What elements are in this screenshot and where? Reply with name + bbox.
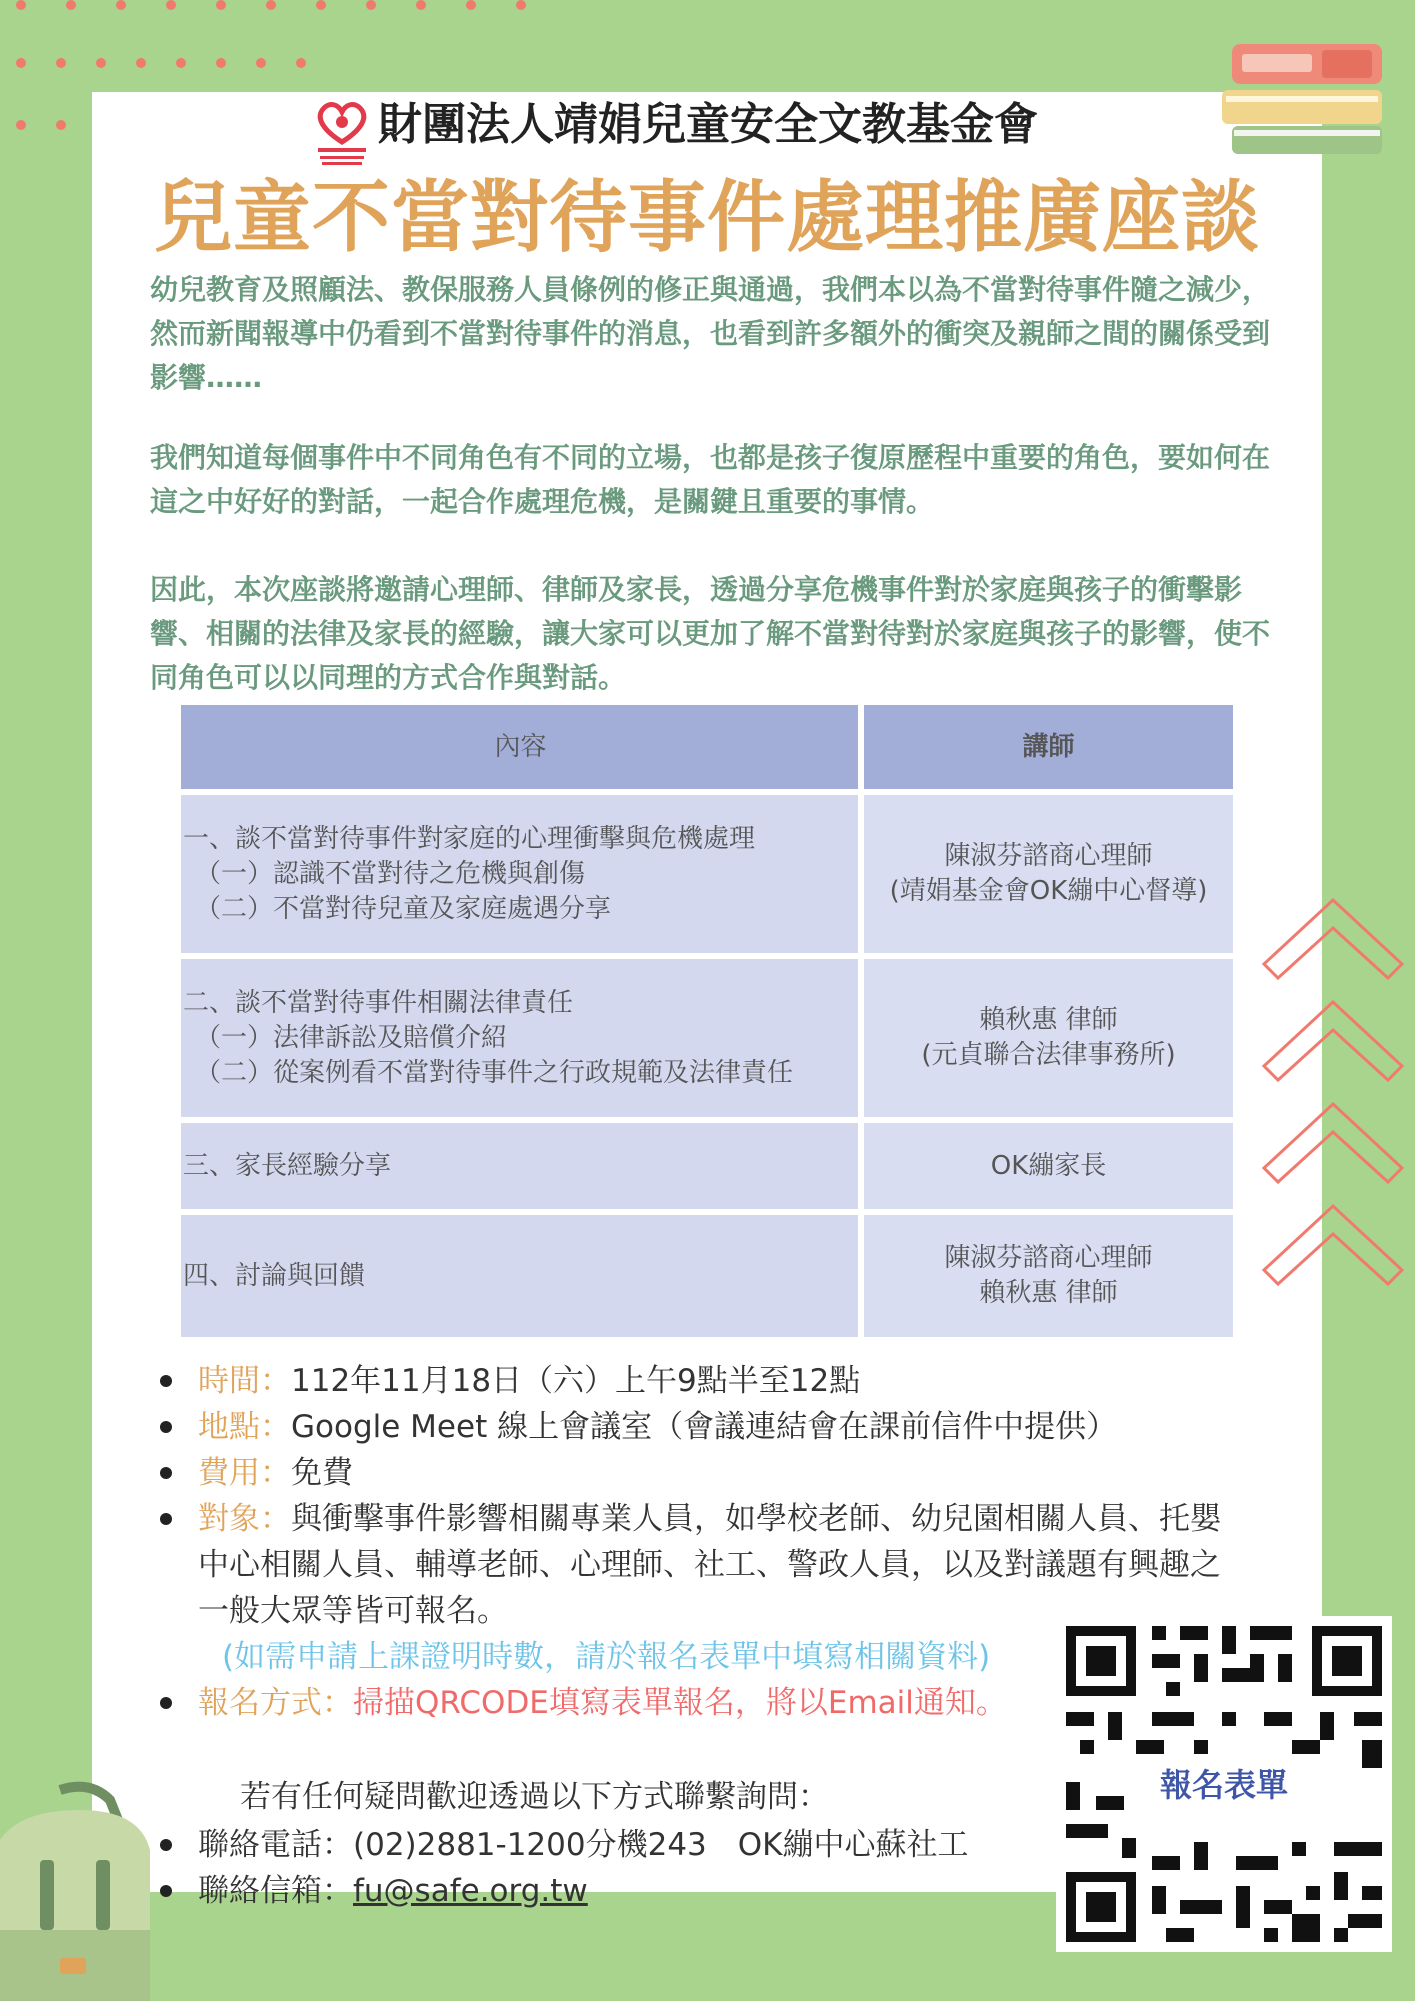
speaker-line: OK繃家長 (990, 1150, 1107, 1181)
fee-value: 免費 (291, 1455, 353, 1491)
chevron-up-icon (1264, 1206, 1402, 1284)
session-content (178, 1212, 861, 1340)
session-line: （二）從案例看不當對待事件之行政規範及法律責任 (195, 1057, 794, 1088)
time-label: 時間： (198, 1363, 291, 1399)
target-label: 對象： (198, 1501, 291, 1537)
email-label: 聯絡信箱： (198, 1873, 353, 1909)
header-speaker: 講師 (861, 702, 1236, 792)
session-content (178, 956, 861, 1120)
session-line: 二、談不當對待事件相關法律責任 (183, 987, 574, 1018)
header (310, 92, 1110, 164)
page-title: 兒童不當對待事件處理推廣座談 (153, 173, 1260, 263)
intro-paragraph-3: 因此，本次座談將邀請心理師、律師及家長，透過分享危機事件對於家庭與孩子的衝擊影響、相關的法律及家長的經驗，讓大家可以更加了解不當對待對於家庭與孩子的影響，使不同角色可以以同理的方式合作與對話。 (150, 573, 1271, 694)
session-speaker (861, 1212, 1236, 1340)
session-line: 一、談不當對待事件對家庭的心理衝擊與危機處理 (183, 823, 756, 854)
intro-paragraph-1: 幼兒教育及照顧法、教保服務人員條例的修正與通過，我們本以為不當對待事件隨之減少，然而新聞報導中仍看到不當對待事件的消息，也看到許多額外的衝突及親師之間的關係受到影響…… (150, 273, 1271, 394)
phone-value: (02)2881-1200分機243 OK繃中心蘇社工 (353, 1827, 969, 1863)
chevron-up-icon (1264, 1104, 1402, 1182)
table-row (178, 1212, 1236, 1340)
session-speaker (861, 1120, 1236, 1212)
contact-intro: 若有任何疑問歡迎透過以下方式聯繫詢問： (240, 1779, 829, 1815)
speaker-line: 賴秋惠 律師 (979, 1005, 1118, 1035)
phone-item (150, 1822, 969, 1868)
session-line: （二）不當對待兒童及家庭處遇分享 (195, 893, 612, 924)
speaker-line: (元貞聯合法律事務所) (921, 1040, 1176, 1070)
backpack-illustration (0, 1780, 150, 2001)
table-row (178, 1120, 1236, 1212)
session-line: 三、家長經驗分享 (183, 1150, 392, 1181)
qr-code[interactable] (1056, 1616, 1392, 1952)
speaker-line: 陳淑芬諮商心理師 (944, 841, 1153, 871)
session-content (178, 1120, 861, 1212)
registration-value: 掃描QRCODE填寫表單報名，將以Email通知。 (353, 1685, 1007, 1721)
time-item (150, 1358, 1350, 1404)
chevron-up-icon (1264, 1002, 1402, 1080)
header-content: 內容 (178, 702, 861, 792)
qr-label: 報名表單 (1159, 1766, 1289, 1804)
email-item (150, 1868, 969, 1914)
fee-label: 費用： (198, 1455, 291, 1491)
target-value: 與衝擊事件影響相關專業人員，如學校老師、幼兒園相關人員、托嬰中心相關人員、輔導老師、心理師、社工、警政人員，以及對議題有興趣之一般大眾等皆可報名。 (198, 1501, 1221, 1629)
place-label: 地點： (198, 1409, 291, 1445)
table-row (178, 792, 1236, 956)
session-speaker (861, 792, 1236, 956)
fee-item (150, 1450, 1350, 1496)
place-item (150, 1404, 1350, 1450)
certificate-note: (如需申請上課證明時數，請於報名表單中填寫相關資料) (222, 1639, 991, 1675)
phone-label: 聯絡電話： (198, 1827, 353, 1863)
chevron-up-icon (1264, 900, 1402, 978)
chevron-decoration (1260, 880, 1406, 1300)
books-illustration (1212, 26, 1398, 162)
speaker-line: 陳淑芬諮商心理師 (944, 1243, 1153, 1273)
heart-logo-icon (310, 94, 374, 168)
session-line: 四、討論與回饋 (183, 1260, 366, 1291)
session-content (178, 792, 861, 956)
table-row (178, 956, 1236, 1120)
registration-label: 報名方式： (198, 1685, 353, 1721)
speaker-line: (靖娟基金會OK繃中心督導) (889, 876, 1208, 906)
session-line: （一）認識不當對待之危機與創傷 (195, 858, 586, 889)
place-value: Google Meet 線上會議室（會議連結會在課前信件中提供） (291, 1409, 1118, 1445)
session-line: （一）法律訴訟及賠償介紹 (195, 1022, 508, 1053)
schedule-table (178, 702, 1236, 1340)
session-speaker (861, 956, 1236, 1120)
speaker-line: 賴秋惠 律師 (979, 1278, 1118, 1308)
org-name: 財團法人靖娟兒童安全文教基金會 (378, 99, 1038, 150)
email-link[interactable]: fu@safe.org.tw (353, 1873, 588, 1909)
intro-paragraph-2: 我們知道每個事件中不同角色有不同的立場，也都是孩子復原歷程中重要的角色，要如何在這之中好好的對話，一起合作處理危機，是關鍵且重要的事情。 (150, 441, 1271, 518)
contact-list (150, 1822, 969, 1914)
table-header-row (178, 702, 1236, 792)
time-value: 112年11月18日（六）上午9點半至12點 (291, 1363, 861, 1399)
target-item (150, 1496, 1238, 1634)
